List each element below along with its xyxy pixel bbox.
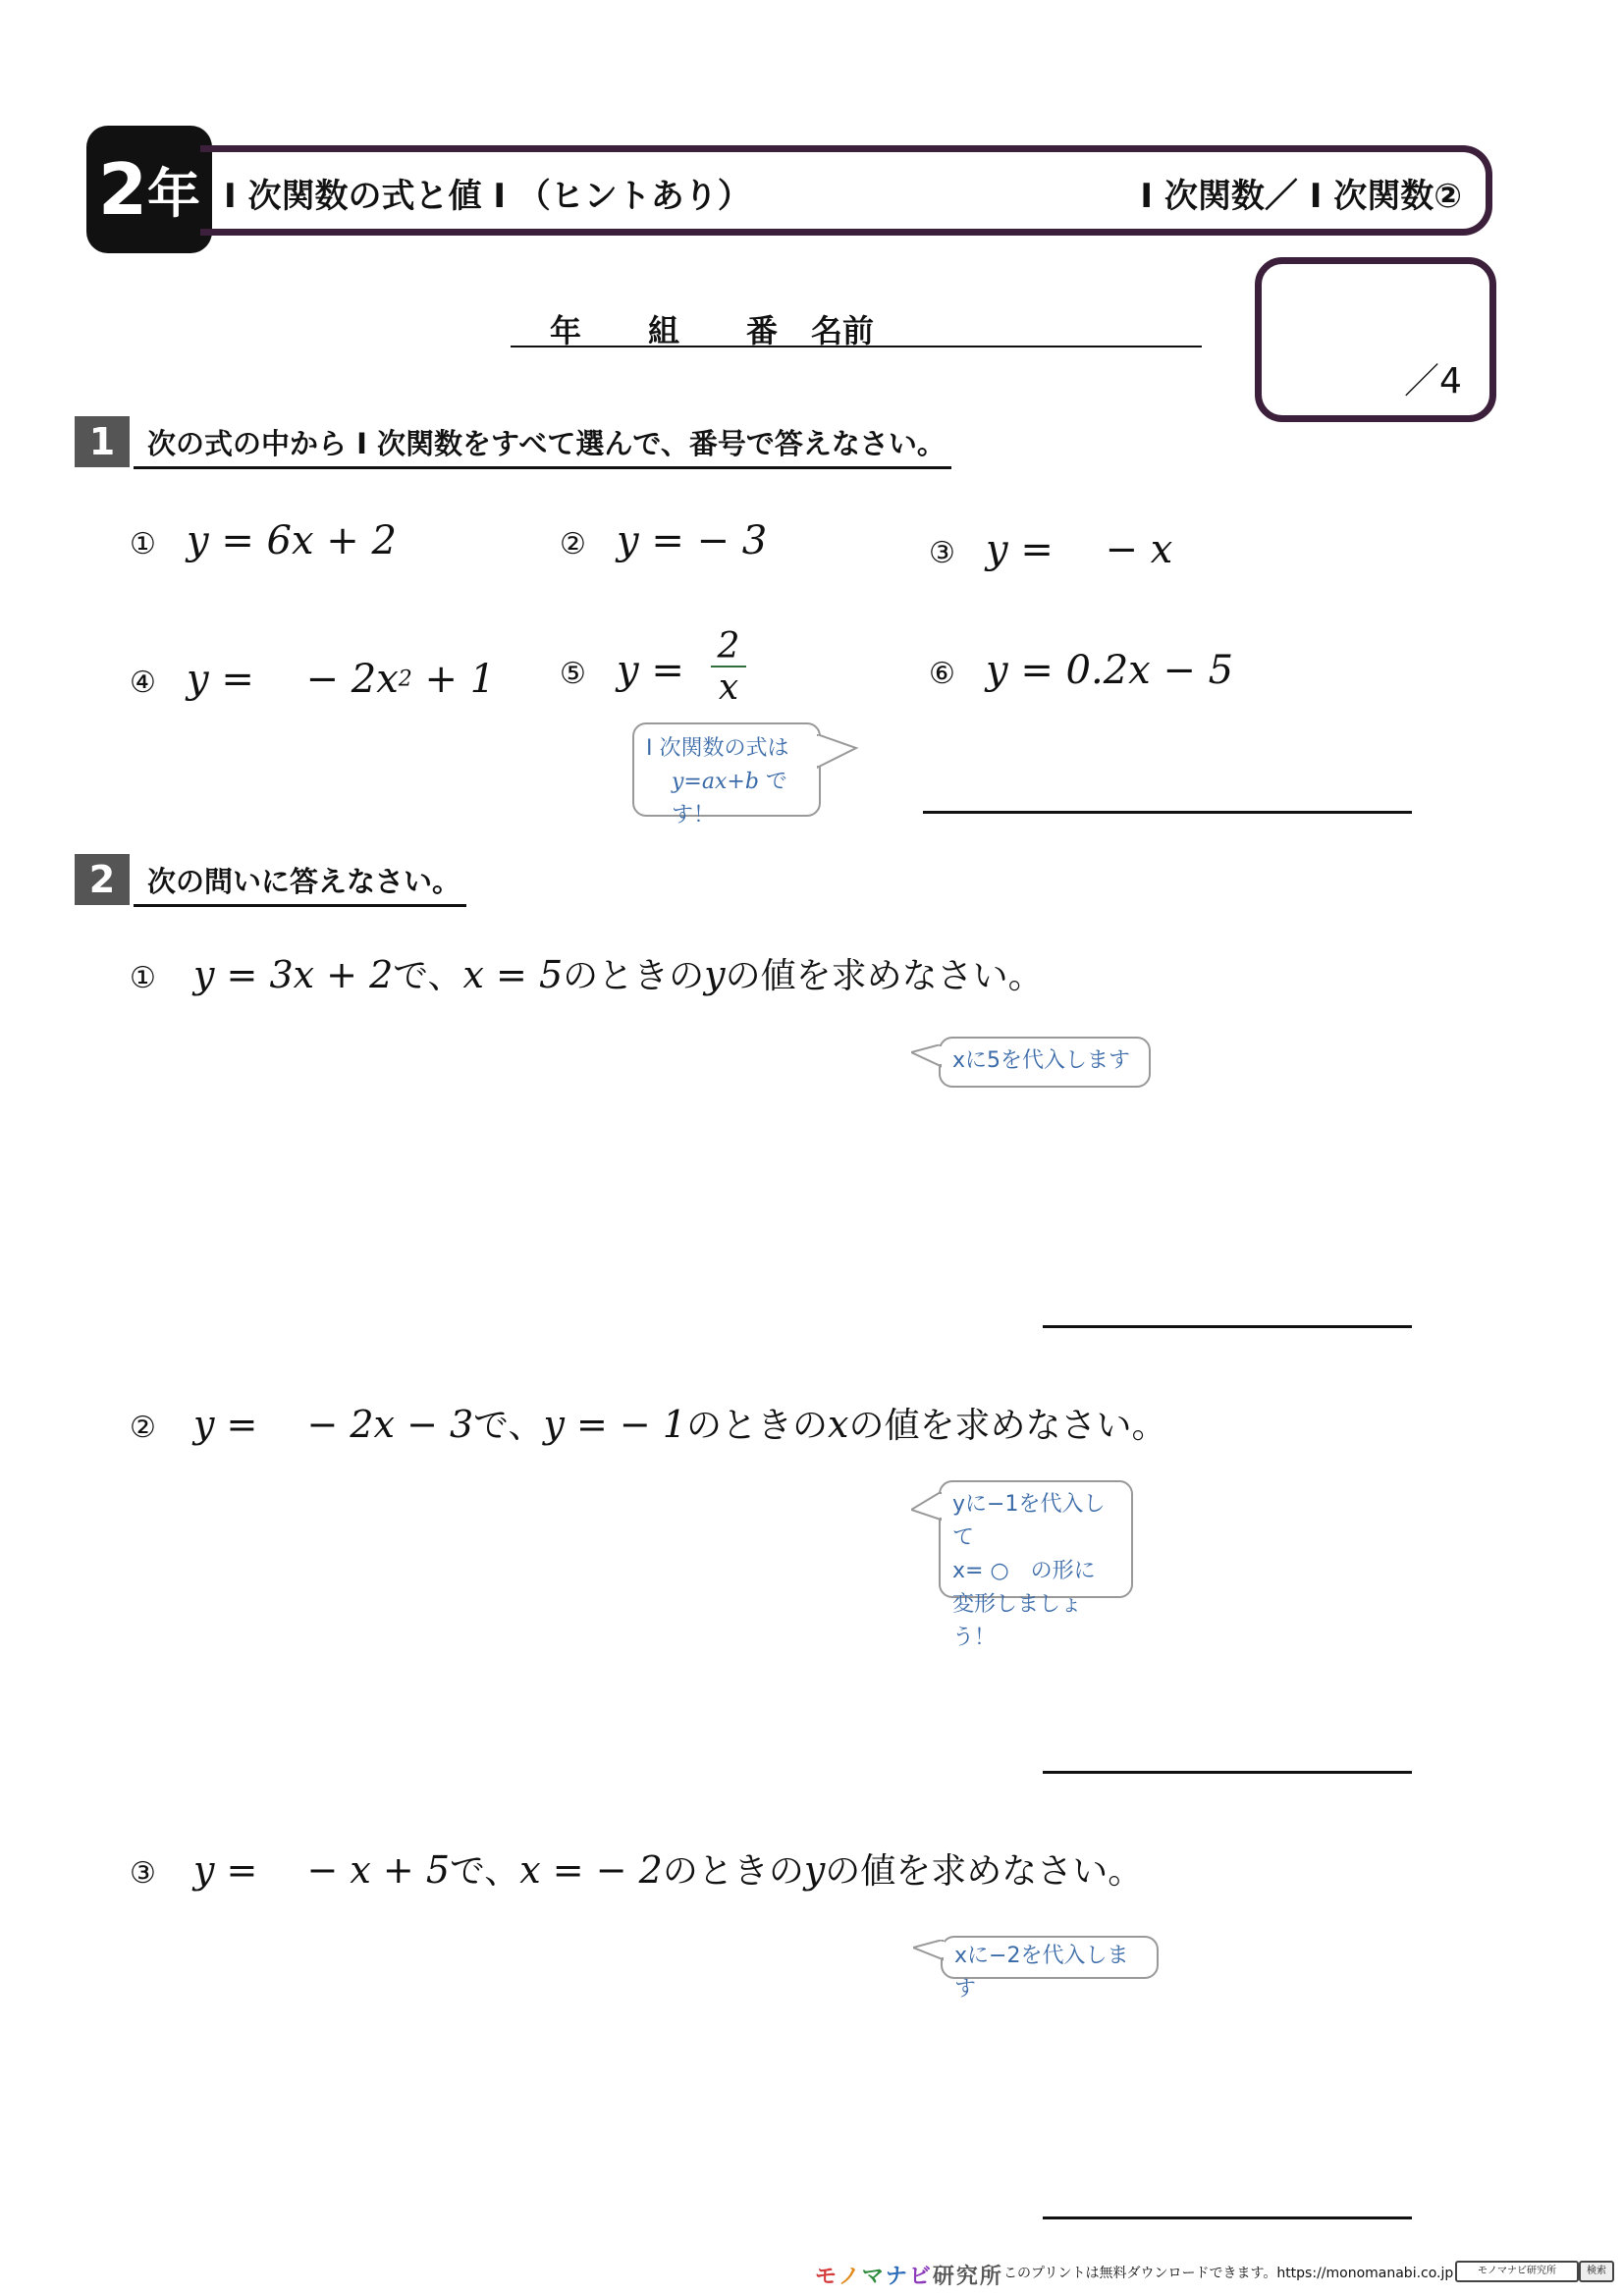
option-1[interactable]: ① y = 6x + 2 xyxy=(130,518,397,563)
section-1-title: 次の式の中から I 次関数をすべて選んで、番号で答えなさい。 xyxy=(134,422,951,469)
grade-badge xyxy=(86,126,212,253)
footer-text: このプリントは無料ダウンロードできます。https://monomanabi.co.jp xyxy=(1003,2266,1454,2281)
name-label: 名前 xyxy=(811,312,875,349)
publisher-logo-text xyxy=(815,2260,816,2261)
answer-line-2-2[interactable] xyxy=(1043,1771,1412,1774)
worksheet-title: I 次関数の式と値 I （ヒントあり） xyxy=(224,177,751,216)
option-5[interactable]: ⑤ y = xyxy=(560,648,684,693)
question-2-1: ① y = 3x + 2で、x = 5のときのyの値を求めなさい。 xyxy=(130,953,1044,996)
section-2-number: 2 xyxy=(75,854,130,905)
year-label: 年 xyxy=(550,312,582,349)
hint-bubble-1-tail xyxy=(817,734,860,774)
grade-unit: 年 xyxy=(147,162,201,225)
number-label: 番 xyxy=(746,312,779,349)
fraction-numerator: 2 xyxy=(711,628,746,667)
answer-line-section-1[interactable] xyxy=(923,811,1412,814)
option-4[interactable]: ④ y = − $2x^2 + 1$ xyxy=(130,657,496,702)
answer-line-2-1[interactable] xyxy=(1043,1325,1412,1328)
grade-number: 2 xyxy=(97,148,146,231)
hint-bubble-2-1: xに5を代入します xyxy=(939,1037,1151,1088)
hint-bubble-2-2-tail xyxy=(911,1492,943,1522)
score-total: ／4 xyxy=(1404,361,1462,401)
hint-bubble-2-1-tail xyxy=(911,1044,943,1074)
question-2-3: ③ y = − x + 5で、x = − 2のときのyの値を求めなさい。 xyxy=(130,1848,1144,1892)
unit-label: I 次関数／ I 次関数② xyxy=(1140,177,1462,216)
option-3[interactable]: ③ y = − x xyxy=(929,527,1173,572)
hint-bubble-2-2: yに−1を代入して x= ○ の形に 変形しましょう！ xyxy=(939,1480,1133,1598)
section-2-title: 次の問いに答えなさい。 xyxy=(134,860,466,907)
hint-bubble-2-3: xに−2を代入します xyxy=(941,1936,1159,1979)
fraction-denominator: x xyxy=(718,667,739,708)
hint-bubble-1: I 次関数の式は y=ax+b です！ xyxy=(632,722,821,817)
footer-search-button[interactable]: 検索 xyxy=(1579,2261,1614,2282)
publisher-logo: モノマナビ研究所 xyxy=(815,2265,1003,2289)
option-6[interactable]: ⑥ y = 0.2x − 5 xyxy=(929,648,1234,693)
section-1-number: 1 xyxy=(75,416,130,467)
class-label: 組 xyxy=(648,312,680,349)
name-field[interactable] xyxy=(511,306,1202,347)
option-2[interactable]: ② y = − 3 xyxy=(560,518,768,563)
hint-bubble-2-3-tail xyxy=(913,1940,945,1969)
question-2-2: ② y = − 2x − 3で、y = − 1のときのxの値を求めなさい。 xyxy=(130,1403,1167,1446)
answer-line-2-3[interactable] xyxy=(1043,2216,1412,2219)
footer-search-input[interactable]: モノマナビ研究所 xyxy=(1455,2261,1579,2282)
